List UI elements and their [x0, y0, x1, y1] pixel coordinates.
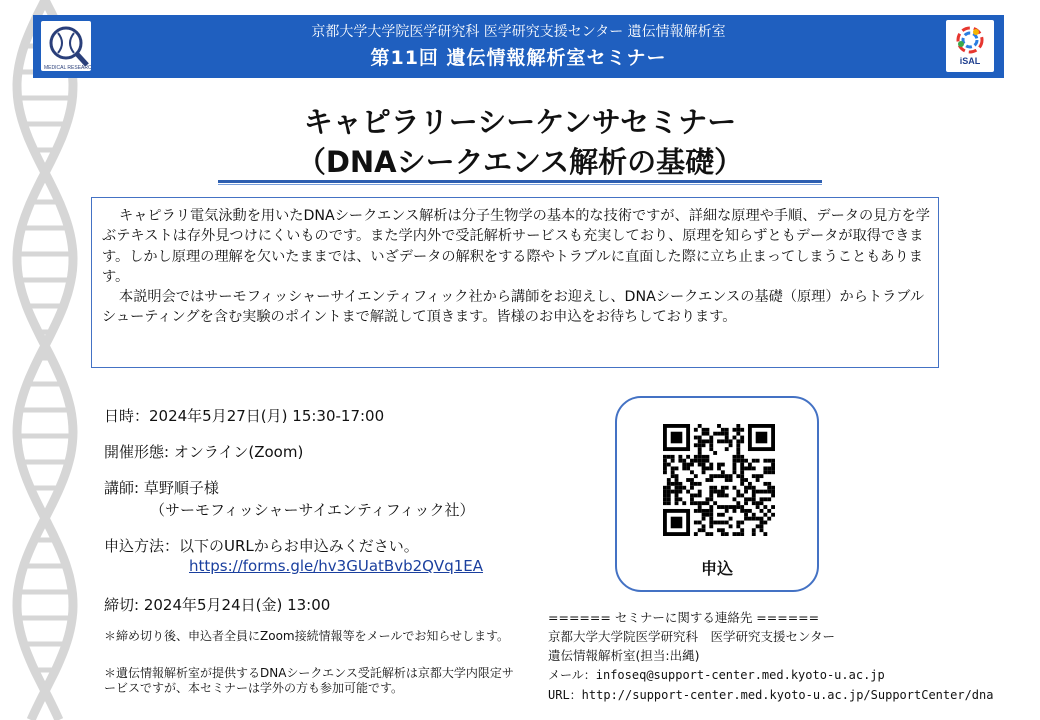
contact-url[interactable]: URL：http://support-center.med.kyoto-u.ac.jp/SupportCenter/dna	[548, 688, 994, 702]
intro-paragraph-2: 本説明会ではサーモフィッシャーサイエンティフィック社から講師をお迎えし、DNAシークエンスの基礎（原理）からトラブルシューティングを含む実験のポイントまで解説して頂きます。皆様のお申込をお待ちしております。	[102, 289, 925, 326]
apply-method: 申込方法：以下のURLからお申込みください。	[104, 537, 419, 555]
page-title-line1: キャピラリーシーケンサセミナー	[303, 105, 737, 139]
title-underline-thin	[218, 184, 822, 185]
lecturer-label: 講師:	[104, 479, 144, 497]
header-seminar-title: 第11回 遺伝情報解析室セミナー	[370, 47, 667, 69]
qr-label: 申込	[700, 559, 733, 578]
page-title-line2: （DNAシークエンス解析の基礎）	[296, 145, 744, 179]
header-banner	[33, 15, 1004, 78]
svg-text:MEDICAL RESEARCH: MEDICAL RESEARCH	[44, 65, 91, 71]
contact-heading: ====== セミナーに関する連絡先 ======	[548, 610, 820, 625]
qr-code[interactable]	[663, 424, 775, 536]
title-underline	[218, 180, 822, 183]
event-datetime: 日時：2024年5月27日(月) 15:30-17:00	[104, 407, 385, 425]
event-format: 開催形態: オンライン(Zoom)	[104, 443, 304, 461]
deadline: 締切: 2024年5月24日(金) 13:00	[104, 596, 331, 614]
dna-helix-decoration	[0, 0, 90, 720]
svg-text:iSAL: iSAL	[959, 56, 981, 66]
lecturer-name: 草野順子様	[143, 479, 219, 497]
isal-logo	[946, 20, 994, 72]
header-organization: 京都大学大学院医学研究科 医学研究支援センター 遺伝情報解析室	[311, 24, 726, 40]
note-zoom-info: ＊締め切り後、申込者全員にZoom接続情報等をメールでお知らせします。	[104, 629, 510, 643]
contact-org-line2: 遺伝情報解析室(担当:出縄)	[548, 648, 700, 663]
note-external-participants: ＊遺伝情報解析室が提供するDNAシークエンス受託解析は京都大学内限定サービスですが、本セミナーは学外の方も参加可能です。	[104, 666, 514, 695]
qr-code-box[interactable]	[615, 396, 819, 592]
contact-email[interactable]: メール：infoseq@support-center.med.kyoto-u.ac.jp	[548, 668, 885, 682]
apply-url-link[interactable]: https://forms.gle/hv3GUatBvb2QVq1EA	[189, 557, 484, 575]
intro-paragraph-1: キャピラリ電気泳動を用いたDNAシークエンス解析は分子生物学の基本的な技術ですが、詳細な原理や手順、データの見方を学ぶテキストは存外見つけにくいものです。また学内外で受託解析サービスも充実しており、原理を知らずともデータが取得できます。しかし原理の理解を欠いたままでは、いざデータの解釈をする際やトラブルに直面した際に立ち止まってしまうこともあります。	[102, 208, 930, 285]
intro-box	[91, 197, 939, 368]
lecturer-line	[104, 477, 219, 498]
contact-org-line1: 京都大学大学院医学研究科 医学研究支援センター	[548, 629, 836, 644]
lecturer-affiliation: （サーモフィッシャーサイエンティフィック社）	[150, 501, 475, 519]
